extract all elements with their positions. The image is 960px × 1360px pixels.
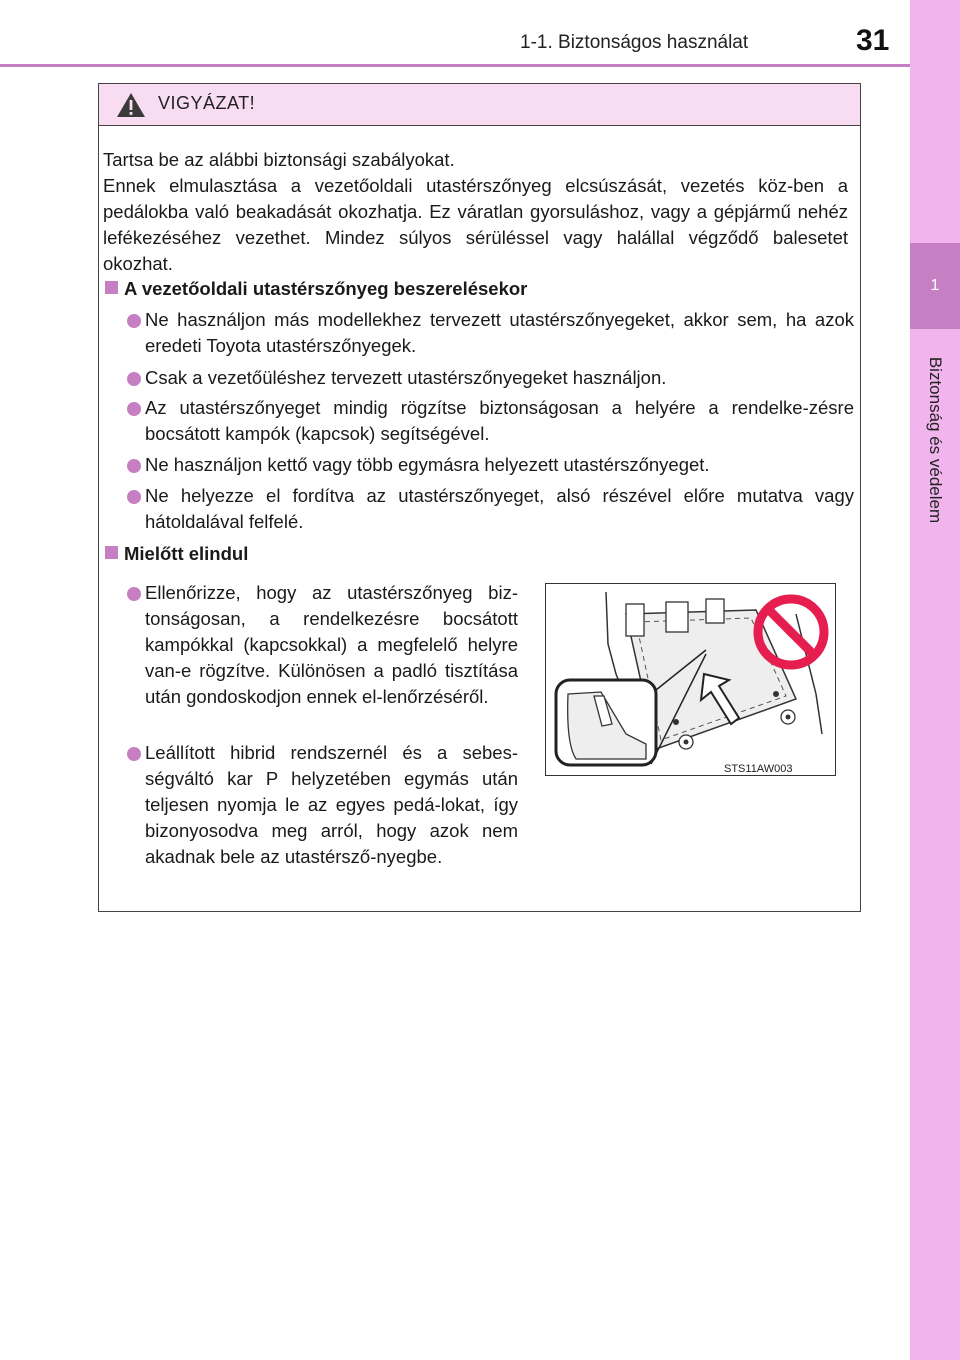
caution-header: [99, 84, 860, 126]
bullet-icon: [127, 490, 141, 504]
list-item: Csak a vezetőüléshez tervezett utastérszőnyegeket használjon.: [145, 367, 667, 388]
list-item: Ne használjon más modellekhez tervezett utastérszőnyegeket, akkor sem, ha azok eredeti Toyota utastérszőnyegek.: [145, 309, 854, 356]
square-bullet-icon: [105, 546, 118, 559]
section-title: 1-1. Biztonságos használat: [520, 32, 749, 53]
chapter-title-vertical: Biztonság és védelem: [926, 356, 945, 524]
square-bullet-icon: [105, 281, 118, 294]
prohibited-icon: [758, 599, 824, 665]
floor-mat-drawing: [546, 584, 834, 774]
bullet-icon: [127, 402, 141, 416]
bullet-icon: [127, 747, 141, 761]
bullet-icon: [127, 459, 141, 473]
bullet-icon: [127, 372, 141, 386]
bullet-icon: [127, 587, 141, 601]
list-item: Ellenőrizze, hogy az utastérszőnyeg biz-tonságosan, a rendelkezésre bocsátott kampókkal (kapcsokkal) a megfelelő helyre van-e rögzítve. Különösen a padló tisztítása után gondoskodjon ennek el-lenőrzéséről.: [145, 582, 518, 707]
list-item: Ne használjon kettő vagy több egymásra helyezett utastérszőnyeget.: [145, 454, 710, 475]
warning-triangle-icon: [115, 91, 147, 119]
chapter-side-strip: [910, 0, 960, 1360]
caution-title: VIGYÁZAT!: [158, 93, 256, 113]
list-item: Ne helyezze el fordítva az utastérszőnyeget, alsó részével előre mutatva vagy hátoldalával felfelé.: [145, 485, 854, 532]
list-item: Leállított hibrid rendszernél és a sebes-ségváltó kar P helyzetében egymás után teljesen nyomja le az egyes pedá-lokat, így bizonyosodva meg arról, hogy azok nem akadnak bele az utastérsző-nyegbe.: [145, 742, 518, 867]
header-divider: [0, 64, 910, 67]
list-item: Az utastérszőnyeget mindig rögzítse biztonságosan a helyére a rendelke-zésre bocsátott kampók (kapcsok) segítségével.: [145, 397, 854, 444]
bullet-icon: [127, 314, 141, 328]
page-number: 31: [856, 24, 890, 57]
section1-heading: A vezetőoldali utastérszőnyeg beszerelésekor: [105, 276, 527, 302]
floor-mat-illustration: [545, 583, 836, 776]
caution-intro: Tartsa be az alábbi biztonsági szabályokat.: [103, 149, 455, 170]
section2-heading: Mielőtt elindul: [105, 541, 248, 567]
caution-warning-text: Ennek elmulasztása a vezetőoldali utastérszőnyeg elcsúszását, vezetés köz-ben a pedálokba való beakadását okozhatja. Ez váratlan gyorsuláshoz, vagy a gépjármű nehéz lefékezéséhez vezethet. Mindez súlyos sérüléssel vagy halállal végződő balesetet okozhat.: [103, 175, 848, 274]
illustration-code: STS11AW003: [724, 763, 793, 775]
chapter-number-tab[interactable]: 1: [910, 243, 960, 329]
